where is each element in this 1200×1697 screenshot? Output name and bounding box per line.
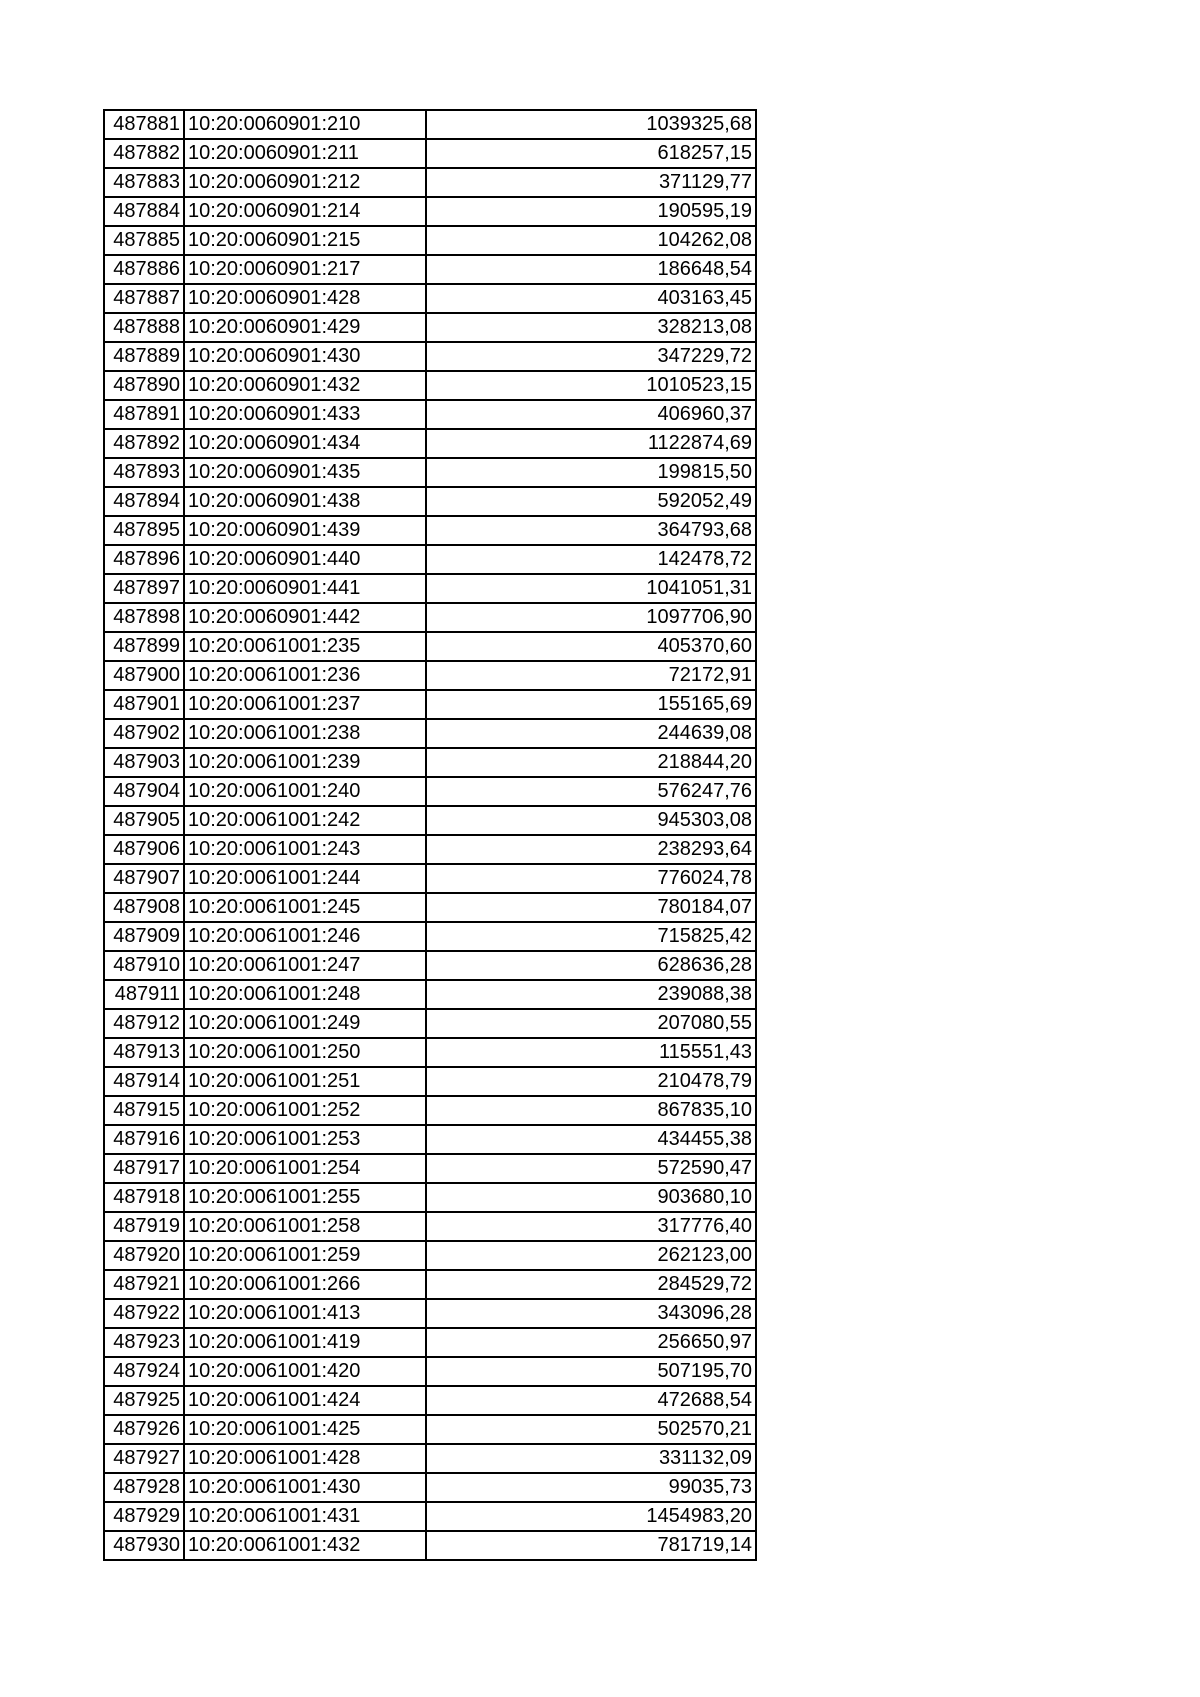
row-id-cell: 487897 <box>104 574 184 603</box>
value-cell: 776024,78 <box>426 864 756 893</box>
cadastral-number-cell: 10:20:0061001:247 <box>184 951 426 980</box>
table-row <box>104 110 756 139</box>
table-row <box>104 1212 756 1241</box>
value-cell: 507195,70 <box>426 1357 756 1386</box>
row-id-cell: 487923 <box>104 1328 184 1357</box>
cadastral-number-cell: 10:20:0061001:243 <box>184 835 426 864</box>
cadastral-number-cell: 10:20:0060901:435 <box>184 458 426 487</box>
cadastral-number-cell: 10:20:0061001:252 <box>184 1096 426 1125</box>
cadastral-number-cell: 10:20:0061001:238 <box>184 719 426 748</box>
cadastral-number-cell: 10:20:0060901:214 <box>184 197 426 226</box>
value-cell: 1122874,69 <box>426 429 756 458</box>
value-cell: 618257,15 <box>426 139 756 168</box>
value-cell: 780184,07 <box>426 893 756 922</box>
row-id-cell: 487928 <box>104 1473 184 1502</box>
value-cell: 628636,28 <box>426 951 756 980</box>
value-cell: 262123,00 <box>426 1241 756 1270</box>
row-id-cell: 487926 <box>104 1415 184 1444</box>
row-id-cell: 487893 <box>104 458 184 487</box>
cadastral-number-cell: 10:20:0060901:428 <box>184 284 426 313</box>
cadastral-number-cell: 10:20:0061001:432 <box>184 1531 426 1560</box>
table-row <box>104 806 756 835</box>
cadastral-number-cell: 10:20:0061001:266 <box>184 1270 426 1299</box>
row-id-cell: 487930 <box>104 1531 184 1560</box>
table-row <box>104 1415 756 1444</box>
table-row <box>104 313 756 342</box>
table-row <box>104 690 756 719</box>
value-cell: 371129,77 <box>426 168 756 197</box>
cadastral-number-cell: 10:20:0060901:438 <box>184 487 426 516</box>
row-id-cell: 487912 <box>104 1009 184 1038</box>
cadastral-number-cell: 10:20:0061001:425 <box>184 1415 426 1444</box>
row-id-cell: 487902 <box>104 719 184 748</box>
value-cell: 1454983,20 <box>426 1502 756 1531</box>
row-id-cell: 487916 <box>104 1125 184 1154</box>
cadastral-number-cell: 10:20:0061001:240 <box>184 777 426 806</box>
table-row <box>104 197 756 226</box>
row-id-cell: 487888 <box>104 313 184 342</box>
value-cell: 218844,20 <box>426 748 756 777</box>
row-id-cell: 487882 <box>104 139 184 168</box>
cadastral-number-cell: 10:20:0060901:430 <box>184 342 426 371</box>
value-cell: 343096,28 <box>426 1299 756 1328</box>
value-cell: 903680,10 <box>426 1183 756 1212</box>
table-row <box>104 1473 756 1502</box>
table-row <box>104 545 756 574</box>
cadastral-number-cell: 10:20:0060901:429 <box>184 313 426 342</box>
value-cell: 781719,14 <box>426 1531 756 1560</box>
value-cell: 472688,54 <box>426 1386 756 1415</box>
table-row <box>104 1270 756 1299</box>
row-id-cell: 487883 <box>104 168 184 197</box>
cadastral-number-cell: 10:20:0061001:428 <box>184 1444 426 1473</box>
value-cell: 284529,72 <box>426 1270 756 1299</box>
table-row <box>104 1038 756 1067</box>
table-row <box>104 922 756 951</box>
row-id-cell: 487891 <box>104 400 184 429</box>
value-cell: 434455,38 <box>426 1125 756 1154</box>
value-cell: 1097706,90 <box>426 603 756 632</box>
value-cell: 72172,91 <box>426 661 756 690</box>
row-id-cell: 487914 <box>104 1067 184 1096</box>
row-id-cell: 487901 <box>104 690 184 719</box>
row-id-cell: 487915 <box>104 1096 184 1125</box>
table-body <box>104 110 756 1560</box>
cadastral-number-cell: 10:20:0061001:251 <box>184 1067 426 1096</box>
cadastral-number-cell: 10:20:0061001:245 <box>184 893 426 922</box>
value-cell: 364793,68 <box>426 516 756 545</box>
row-id-cell: 487919 <box>104 1212 184 1241</box>
value-cell: 155165,69 <box>426 690 756 719</box>
table-row <box>104 342 756 371</box>
cadastral-number-cell: 10:20:0061001:424 <box>184 1386 426 1415</box>
cadastral-number-cell: 10:20:0061001:254 <box>184 1154 426 1183</box>
cadastral-number-cell: 10:20:0060901:211 <box>184 139 426 168</box>
value-cell: 328213,08 <box>426 313 756 342</box>
cadastral-number-cell: 10:20:0060901:440 <box>184 545 426 574</box>
row-id-cell: 487887 <box>104 284 184 313</box>
table-row <box>104 777 756 806</box>
table-row <box>104 864 756 893</box>
value-cell: 199815,50 <box>426 458 756 487</box>
value-cell: 715825,42 <box>426 922 756 951</box>
table-row <box>104 255 756 284</box>
value-cell: 1041051,31 <box>426 574 756 603</box>
cadastral-number-cell: 10:20:0061001:253 <box>184 1125 426 1154</box>
row-id-cell: 487905 <box>104 806 184 835</box>
cadastral-number-cell: 10:20:0061001:244 <box>184 864 426 893</box>
row-id-cell: 487881 <box>104 110 184 139</box>
row-id-cell: 487885 <box>104 226 184 255</box>
cadastral-number-cell: 10:20:0061001:431 <box>184 1502 426 1531</box>
value-cell: 347229,72 <box>426 342 756 371</box>
cadastral-number-cell: 10:20:0061001:255 <box>184 1183 426 1212</box>
table-row <box>104 1299 756 1328</box>
value-cell: 502570,21 <box>426 1415 756 1444</box>
value-cell: 244639,08 <box>426 719 756 748</box>
cadastral-number-cell: 10:20:0061001:248 <box>184 980 426 1009</box>
cadastral-number-cell: 10:20:0060901:210 <box>184 110 426 139</box>
table-row <box>104 748 756 777</box>
table-row <box>104 980 756 1009</box>
cadastral-value-table <box>103 109 757 1561</box>
value-cell: 576247,76 <box>426 777 756 806</box>
table-row <box>104 1357 756 1386</box>
cadastral-number-cell: 10:20:0061001:249 <box>184 1009 426 1038</box>
cadastral-number-cell: 10:20:0060901:442 <box>184 603 426 632</box>
value-cell: 239088,38 <box>426 980 756 1009</box>
row-id-cell: 487906 <box>104 835 184 864</box>
value-cell: 115551,43 <box>426 1038 756 1067</box>
table-row <box>104 1009 756 1038</box>
table-row <box>104 371 756 400</box>
table-row <box>104 487 756 516</box>
table-row <box>104 284 756 313</box>
table-row <box>104 1502 756 1531</box>
cadastral-number-cell: 10:20:0060901:217 <box>184 255 426 284</box>
table-row <box>104 893 756 922</box>
table-row <box>104 632 756 661</box>
cadastral-number-cell: 10:20:0060901:212 <box>184 168 426 197</box>
value-cell: 99035,73 <box>426 1473 756 1502</box>
row-id-cell: 487907 <box>104 864 184 893</box>
table-row <box>104 1125 756 1154</box>
row-id-cell: 487927 <box>104 1444 184 1473</box>
value-cell: 592052,49 <box>426 487 756 516</box>
row-id-cell: 487892 <box>104 429 184 458</box>
cadastral-number-cell: 10:20:0061001:420 <box>184 1357 426 1386</box>
row-id-cell: 487900 <box>104 661 184 690</box>
table-row <box>104 835 756 864</box>
table-row <box>104 458 756 487</box>
value-cell: 331132,09 <box>426 1444 756 1473</box>
table-row <box>104 1096 756 1125</box>
table-row <box>104 1386 756 1415</box>
cadastral-number-cell: 10:20:0061001:239 <box>184 748 426 777</box>
cadastral-number-cell: 10:20:0061001:237 <box>184 690 426 719</box>
table-row <box>104 1183 756 1212</box>
value-cell: 186648,54 <box>426 255 756 284</box>
table-row <box>104 574 756 603</box>
row-id-cell: 487920 <box>104 1241 184 1270</box>
value-cell: 256650,97 <box>426 1328 756 1357</box>
cadastral-number-cell: 10:20:0061001:419 <box>184 1328 426 1357</box>
table-row <box>104 1328 756 1357</box>
row-id-cell: 487925 <box>104 1386 184 1415</box>
row-id-cell: 487918 <box>104 1183 184 1212</box>
value-cell: 1039325,68 <box>426 110 756 139</box>
value-cell: 142478,72 <box>426 545 756 574</box>
cadastral-number-cell: 10:20:0060901:441 <box>184 574 426 603</box>
row-id-cell: 487895 <box>104 516 184 545</box>
row-id-cell: 487917 <box>104 1154 184 1183</box>
cadastral-number-cell: 10:20:0061001:235 <box>184 632 426 661</box>
table-row <box>104 516 756 545</box>
cadastral-number-cell: 10:20:0060901:432 <box>184 371 426 400</box>
row-id-cell: 487890 <box>104 371 184 400</box>
row-id-cell: 487889 <box>104 342 184 371</box>
row-id-cell: 487911 <box>104 980 184 1009</box>
value-cell: 238293,64 <box>426 835 756 864</box>
row-id-cell: 487898 <box>104 603 184 632</box>
cadastral-number-cell: 10:20:0061001:413 <box>184 1299 426 1328</box>
value-cell: 945303,08 <box>426 806 756 835</box>
table-row <box>104 719 756 748</box>
row-id-cell: 487899 <box>104 632 184 661</box>
row-id-cell: 487922 <box>104 1299 184 1328</box>
row-id-cell: 487894 <box>104 487 184 516</box>
table-row <box>104 1067 756 1096</box>
row-id-cell: 487896 <box>104 545 184 574</box>
value-cell: 190595,19 <box>426 197 756 226</box>
table-row <box>104 603 756 632</box>
cadastral-number-cell: 10:20:0061001:246 <box>184 922 426 951</box>
value-cell: 104262,08 <box>426 226 756 255</box>
table-row <box>104 1531 756 1560</box>
row-id-cell: 487921 <box>104 1270 184 1299</box>
value-cell: 403163,45 <box>426 284 756 313</box>
cadastral-number-cell: 10:20:0060901:434 <box>184 429 426 458</box>
table-row <box>104 661 756 690</box>
cadastral-number-cell: 10:20:0060901:215 <box>184 226 426 255</box>
table-row <box>104 951 756 980</box>
value-cell: 1010523,15 <box>426 371 756 400</box>
value-cell: 406960,37 <box>426 400 756 429</box>
table-row <box>104 1154 756 1183</box>
cadastral-number-cell: 10:20:0061001:430 <box>184 1473 426 1502</box>
row-id-cell: 487908 <box>104 893 184 922</box>
row-id-cell: 487913 <box>104 1038 184 1067</box>
table-row <box>104 400 756 429</box>
row-id-cell: 487924 <box>104 1357 184 1386</box>
table-row <box>104 139 756 168</box>
cadastral-number-cell: 10:20:0061001:236 <box>184 661 426 690</box>
row-id-cell: 487886 <box>104 255 184 284</box>
cadastral-number-cell: 10:20:0060901:439 <box>184 516 426 545</box>
row-id-cell: 487904 <box>104 777 184 806</box>
table-row <box>104 168 756 197</box>
table-row <box>104 226 756 255</box>
row-id-cell: 487910 <box>104 951 184 980</box>
value-cell: 867835,10 <box>426 1096 756 1125</box>
cadastral-number-cell: 10:20:0061001:258 <box>184 1212 426 1241</box>
value-cell: 210478,79 <box>426 1067 756 1096</box>
table-row <box>104 1241 756 1270</box>
value-cell: 207080,55 <box>426 1009 756 1038</box>
cadastral-number-cell: 10:20:0061001:250 <box>184 1038 426 1067</box>
cadastral-number-cell: 10:20:0060901:433 <box>184 400 426 429</box>
value-cell: 572590,47 <box>426 1154 756 1183</box>
table-row <box>104 429 756 458</box>
row-id-cell: 487929 <box>104 1502 184 1531</box>
row-id-cell: 487909 <box>104 922 184 951</box>
value-cell: 317776,40 <box>426 1212 756 1241</box>
row-id-cell: 487884 <box>104 197 184 226</box>
cadastral-number-cell: 10:20:0061001:259 <box>184 1241 426 1270</box>
row-id-cell: 487903 <box>104 748 184 777</box>
table-row <box>104 1444 756 1473</box>
cadastral-number-cell: 10:20:0061001:242 <box>184 806 426 835</box>
value-cell: 405370,60 <box>426 632 756 661</box>
